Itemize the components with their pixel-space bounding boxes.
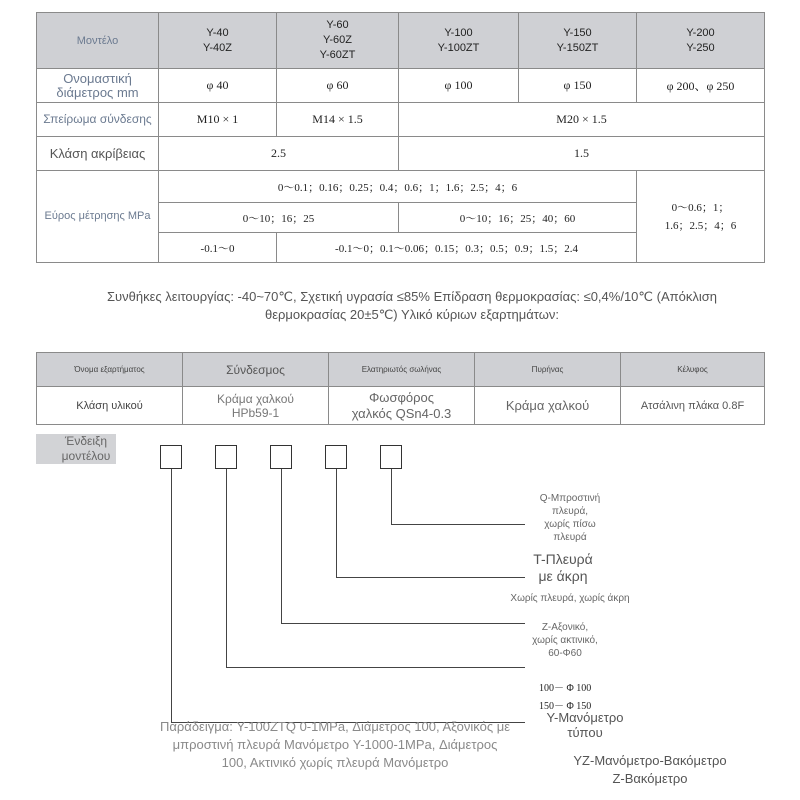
accuracy-label: Κλάση ακρίβειας — [37, 137, 159, 171]
spec-table — [36, 12, 765, 263]
code-box — [160, 445, 182, 469]
z-option-label: Z-Αξονικό, χωρίς ακτινικό, 60-Φ60 — [532, 622, 598, 659]
range-label: Εύρος μέτρησης MPa — [37, 171, 159, 263]
no-side-option-label: Χωρίς πλευρά, χωρίς άκρη — [510, 593, 630, 604]
material-value: Κράμα χαλκού HPb59-1 — [183, 387, 329, 425]
diameter-cell: φ 150 — [519, 69, 637, 103]
thread-cell: M20 × 1.5 — [399, 103, 765, 137]
model-label: Μοντέλο — [37, 13, 159, 69]
code-box — [325, 445, 347, 469]
model-cell: Y-60 Y-60Z Y-60ZT — [277, 13, 399, 69]
code-box — [270, 445, 292, 469]
diameter-cell: φ 60 — [277, 69, 399, 103]
z-vacuum-option-label: Z-Βακόμετρο — [612, 771, 688, 786]
thread-label: Σπείρωμα σύνδεσης — [37, 103, 159, 137]
model-cell: Y-40 Y-40Z — [159, 13, 277, 69]
diameter-cell: φ 100 — [399, 69, 519, 103]
example-text: Παράδειγμα: Y-100ZTQ 0-1MPa, Διάμετρος 100, Αξονικός με μπροστινή πλευρά Μανόμετρο Y-1000-1MPa, Διάμετρος 100, Ακτινικό χωρίς πλευρά Μανόμετρο — [160, 719, 511, 770]
range-cell: 0～10；16；25；40；60 — [399, 203, 637, 233]
accuracy-cell: 1.5 — [399, 137, 765, 171]
diameter-label: Ονομαστική διάμετρος mm — [37, 69, 159, 103]
material-header: Σύνδεσμος — [183, 353, 329, 387]
material-header: Κέλυφος — [621, 353, 765, 387]
thread-cell: M14 × 1.5 — [277, 103, 399, 137]
conditions-text: Συνθήκες λειτουργίας: -40~70℃, Σχετική υγρασία ≤85% Επίδραση θερμοκρασίας: ≤0,4%/10℃ (Απόκλιση θερμοκρασίας 20±5℃) Υλικό κύριων εξαρτημάτων: — [107, 289, 717, 322]
material-header: Πυρήνας — [475, 353, 621, 387]
material-header: Ελατηριωτός σωλήνας — [329, 353, 475, 387]
model-indication-title: Ένδειξη μοντέλου — [61, 434, 111, 463]
material-value: Κράμα χαλκού — [475, 387, 621, 425]
t-option-label: T-Πλευρά με άκρη — [533, 551, 593, 584]
accuracy-cell: 2.5 — [159, 137, 399, 171]
diameter-cell: φ 200、φ 250 — [637, 69, 765, 103]
code-box — [380, 445, 402, 469]
material-table — [36, 352, 765, 425]
material-value: Φωσφόρος χαλκός QSn4-0.3 — [329, 387, 475, 425]
range-cell: 0～0.1；0.16；0.25；0.4；0.6；1；1.6；2.5；4；6 — [159, 171, 637, 203]
y-option-label: Y-Μανόμετρο τύπου — [546, 710, 624, 740]
material-header: Όνομα εξαρτήματος — [37, 353, 183, 387]
range-cell: -0.1～0；0.1～0.06；0.15；0.3；0.5；0.9；1.5；2.4 — [277, 233, 637, 263]
model-cell: Y-200 Y-250 — [637, 13, 765, 69]
material-row-label: Κλάση υλικού — [37, 387, 183, 425]
thread-cell: M10 × 1 — [159, 103, 277, 137]
diameter-cell: φ 40 — [159, 69, 277, 103]
range-cell: 0～0.6；1； 1.6；2.5；4；6 — [637, 171, 765, 263]
model-cell: Y-100 Y-100ZT — [399, 13, 519, 69]
range-cell: -0.1～0 — [159, 233, 277, 263]
material-value: Ατσάλινη πλάκα 0.8F — [621, 387, 765, 425]
d100-label: 100－ Φ 100 — [539, 683, 592, 694]
d150-label: 150－ Φ 150 — [539, 701, 592, 712]
q-option-label: Q-Μπροστινή πλευρά, χωρίς πίσω πλευρά — [539, 493, 601, 543]
model-cell: Y-150 Y-150ZT — [519, 13, 637, 69]
range-cell: 0～10；16；25 — [159, 203, 399, 233]
yz-option-label: YZ-Μανόμετρο-Βακόμετρο — [573, 753, 727, 768]
code-box — [215, 445, 237, 469]
